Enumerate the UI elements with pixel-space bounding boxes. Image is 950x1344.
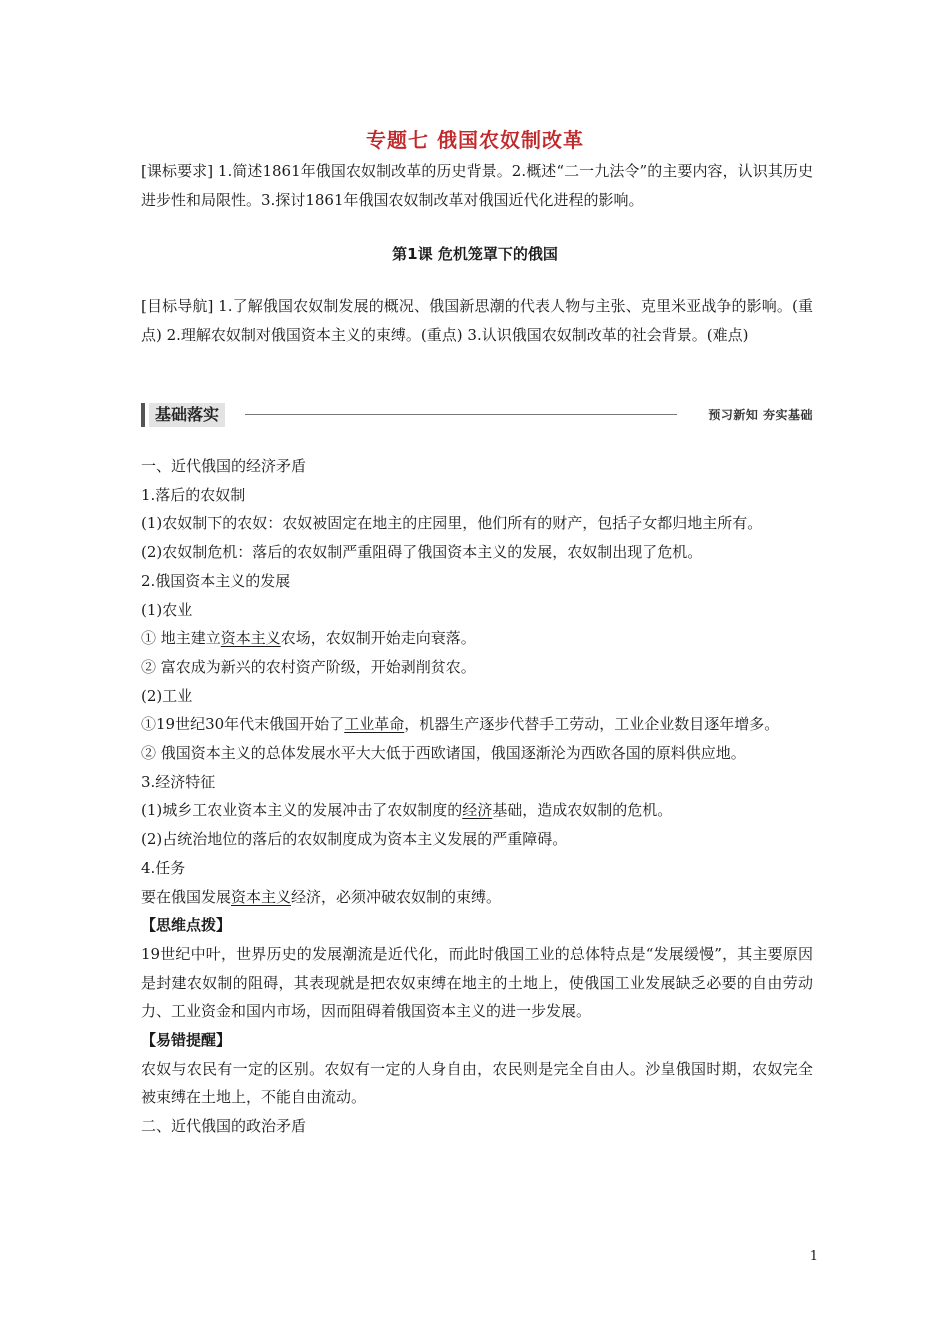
subheading: 2.俄国资本主义的发展 [141,571,291,590]
content-body [141,452,813,1141]
section-header [141,402,813,428]
curriculum-requirements: [课标要求] 1.简述1861年俄国农奴制改革的历史背景。2.概述“二一九法令”的主要内容，认识其历史进步性和局限性。3.探讨1861年俄国农奴制改革对俄国近代化进程的影响。 [141,162,813,209]
page-number: 1 [809,1249,818,1264]
tip-text: 农奴与农民有一定的区别。农奴有一定的人身自由，农民则是完全自由人。沙皇俄国时期，农奴完全被束缚在土地上，不能自由流动。 [141,1059,813,1107]
underlined-answer: 资本主义 [220,629,281,648]
section-label: 基础落实 [149,403,225,427]
underlined-answer: 资本主义 [231,887,292,906]
list-item: (1)农业 [141,600,193,619]
tip-tag: 【易错提醒】 [141,1031,232,1050]
heading-2: 二、近代俄国的政治矛盾 [141,1117,307,1136]
list-item: 要在俄国发展资本主义经济，必须冲破农奴制的束缚。 [141,887,502,906]
list-item: (2)占统治地位的落后的农奴制度成为资本主义发展的严重障碍。 [141,830,568,849]
list-item: ①19世纪30年代末俄国开始了工业革命，机器生产逐步代替手工劳动，工业企业数目逐年增多。 [141,715,780,734]
tip-tag: 【思维点拨】 [141,916,232,935]
lesson-title: 第1课 危机笼罩下的俄国 [392,245,558,263]
list-item: ① 地主建立资本主义农场，农奴制开始走向衰落。 [141,629,476,648]
learning-objectives: [目标导航] 1.了解俄国农奴制发展的概况、俄国新思潮的代表人物与主张、克里米亚战争的影响。(重点) 2.理解农奴制对俄国资本主义的束缚。(重点) 3.认识俄国农奴制改革的社会背景。(难点) [141,297,813,344]
list-item: (1)农奴制下的农奴：农奴被固定在地主的庄园里，他们所有的财产，包括子女都归地主所有。 [141,514,763,533]
list-item: ② 俄国资本主义的总体发展水平大大低于西欧诸国，俄国逐渐沦为西欧各国的原料供应地。 [141,744,746,763]
list-item: (2)农奴制危机：落后的农奴制严重阻碍了俄国资本主义的发展，农奴制出现了危机。 [141,543,703,562]
tip-text: 19世纪中叶，世界历史的发展潮流是近代化，而此时俄国工业的总体特点是“发展缓慢”，其主要原因是封建农奴制的阻碍，其表现就是把农奴束缚在地主的土地上，使俄国工业发展缺乏必要的自由劳动力、工业资金和国内市场，因而阻碍着俄国资本主义的进一步发展。 [141,944,813,1021]
section-rule [245,414,677,415]
section-subtitle: 预习新知 夯实基础 [708,408,813,422]
subheading: 4.任务 [141,858,186,877]
section-marker [141,403,145,427]
underlined-answer: 工业革命 [344,715,405,734]
underlined-answer: 经济 [462,801,493,820]
list-item: (2)工业 [141,686,193,705]
list-item: ② 富农成为新兴的农村资产阶级，开始剥削贫农。 [141,657,476,676]
document-title: 专题七 俄国农奴制改革 [366,128,584,152]
list-item: (1)城乡工农业资本主义的发展冲击了农奴制度的经济基础，造成农奴制的危机。 [141,801,673,820]
subheading: 3.经济特征 [141,772,216,791]
subheading: 1.落后的农奴制 [141,485,246,504]
heading-1: 一、近代俄国的经济矛盾 [141,457,307,475]
